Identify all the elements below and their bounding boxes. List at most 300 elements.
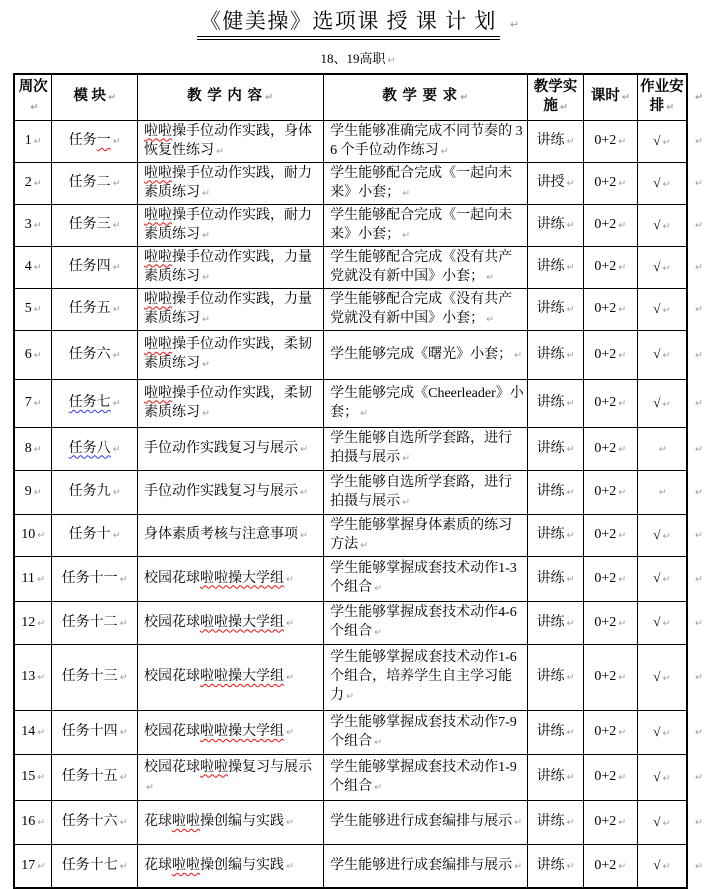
- spellcheck-marked-text: 啦啦: [199, 759, 228, 775]
- implementation-cell: [528, 644, 584, 710]
- requirement-cell: [324, 288, 528, 330]
- end-of-cell-mark-icon: ↵: [285, 672, 294, 683]
- requirement-text: 学生能够掌握成套技术动作1-9 个组合: [330, 759, 517, 794]
- hours-cell: [583, 120, 637, 162]
- homework-cell: [637, 162, 687, 204]
- week-number: 6: [24, 346, 32, 362]
- homework-cell: [637, 204, 687, 246]
- text-run: 任务十四: [61, 724, 118, 739]
- text-run: 任务三: [68, 217, 111, 232]
- text-run: 操手位动作实践，柔韧素质练习: [143, 385, 312, 420]
- week-cell: [14, 330, 52, 379]
- end-of-cell-mark-icon: ↵: [566, 178, 575, 189]
- end-of-cell-mark-icon: ↵: [662, 618, 671, 629]
- implementation-cell: [528, 470, 584, 514]
- header-label: 作业安排: [640, 78, 684, 114]
- text-run: 手位动作实践复习与展示: [143, 440, 298, 456]
- end-of-cell-mark-icon: ↵: [618, 860, 627, 872]
- end-of-cell-mark-icon: ↵: [618, 178, 627, 189]
- checkmark-icon: √: [653, 300, 661, 316]
- hours-value: 0+2: [594, 484, 617, 499]
- implementation-text: 讲练: [536, 857, 565, 873]
- spellcheck-marked-text: 任务八: [68, 440, 111, 456]
- end-of-cell-mark-icon: ↵: [33, 487, 42, 498]
- end-of-cell-mark-icon: ↵: [662, 772, 671, 784]
- hours-cell: [583, 246, 637, 288]
- end-of-cell-mark-icon: ↵: [566, 530, 575, 541]
- end-of-cell-mark-icon: ↵: [119, 672, 128, 683]
- requirement-text: 学生能够准确完成不同节奏的 36 个手位动作练习: [330, 123, 523, 158]
- end-of-cell-mark-icon: ↵: [285, 617, 294, 629]
- week-number: 5: [24, 301, 32, 316]
- requirement-text: 学生能够配合完成《没有共产党就没有新中国》小套；: [330, 249, 513, 284]
- end-of-cell-mark-icon: ↵: [662, 304, 671, 316]
- end-of-cell-mark-icon: ↵: [374, 627, 383, 638]
- end-of-cell-mark-icon: ↵: [658, 487, 667, 498]
- end-of-cell-mark-icon: ↵: [618, 349, 627, 361]
- module-cell: [52, 844, 138, 888]
- end-of-cell-mark-icon: ↵: [566, 617, 575, 629]
- header-label: 教 学 要 求: [382, 88, 459, 105]
- row-end-paragraph-mark: [687, 470, 715, 514]
- implementation-text: 讲授: [536, 175, 565, 190]
- end-of-cell-mark-icon: ↵: [662, 574, 671, 585]
- end-of-cell-mark-icon: ↵: [566, 304, 575, 315]
- requirement-cell: [324, 800, 528, 844]
- end-of-cell-mark-icon: ↵: [618, 617, 627, 629]
- requirement-text: 学生能够掌握成套技术动作1-3 个组合: [330, 561, 517, 595]
- end-of-cell-mark-icon: ↵: [666, 101, 675, 113]
- row-end-paragraph-mark: [687, 754, 715, 800]
- module-cell: [52, 710, 138, 754]
- module-cell: [52, 246, 138, 288]
- end-of-cell-mark-icon: ↵: [112, 262, 121, 273]
- end-of-cell-mark-icon: ↵: [33, 349, 42, 361]
- text-run: 校园花球: [143, 614, 200, 630]
- teaching-plan-table: [13, 73, 716, 889]
- text-run: 任务九: [68, 484, 111, 499]
- row-end-paragraph-mark: [687, 288, 715, 330]
- implementation-cell: [528, 120, 584, 162]
- requirement-cell: [324, 514, 528, 556]
- hours-value: 0+2: [594, 814, 617, 829]
- requirement-cell: [324, 330, 528, 379]
- requirement-text: 学生能够掌握成套技术动作7-9 个组合: [330, 714, 517, 749]
- implementation-cell: [528, 330, 584, 379]
- spellcheck-marked-text: 一: [96, 133, 111, 148]
- end-of-cell-mark-icon: ↵: [618, 443, 627, 455]
- end-of-cell-mark-icon: ↵: [695, 617, 703, 629]
- content-cell: [137, 710, 323, 754]
- schedule-row: [14, 754, 715, 800]
- implementation-cell: [528, 710, 584, 754]
- implementation-cell: [528, 162, 584, 204]
- row-end-paragraph-mark: [687, 710, 715, 754]
- module-cell: [52, 470, 138, 514]
- row-end-paragraph-mark: [687, 204, 715, 246]
- content-cell: [137, 162, 323, 204]
- row-end-paragraph-mark: [687, 74, 715, 120]
- hours-cell: [583, 601, 637, 644]
- end-of-cell-mark-icon: ↵: [108, 92, 116, 104]
- end-of-cell-mark-icon: ↵: [514, 817, 523, 828]
- text-run: 操手位动作实践，耐力素质练习: [143, 165, 312, 200]
- homework-cell: [637, 120, 687, 162]
- week-number: 9: [24, 484, 32, 499]
- module-cell: [52, 514, 138, 556]
- implementation-text: 讲练: [536, 301, 565, 316]
- schedule-row: [14, 556, 715, 601]
- end-of-cell-mark-icon: ↵: [662, 220, 671, 232]
- text-run: 操手位动作实践，柔韧素质练习: [143, 337, 312, 371]
- implementation-text: 讲练: [536, 527, 565, 542]
- homework-cell: [637, 601, 687, 644]
- hours-value: 0+2: [594, 527, 617, 542]
- hours-value: 0+2: [594, 724, 617, 739]
- text-run: 任务五: [68, 301, 111, 316]
- end-of-cell-mark-icon: ↵: [402, 187, 411, 199]
- end-of-cell-mark-icon: ↵: [33, 220, 42, 231]
- hours-cell: [583, 844, 637, 888]
- end-of-cell-mark-icon: ↵: [566, 443, 575, 455]
- implementation-cell: [528, 601, 584, 644]
- requirement-cell: [324, 204, 528, 246]
- content-cell: [137, 800, 323, 844]
- module-cell: [52, 204, 138, 246]
- text-run: 操创编与实践: [199, 814, 284, 829]
- end-of-cell-mark-icon: ↵: [695, 220, 703, 231]
- module-cell: [52, 330, 138, 379]
- end-of-cell-mark-icon: ↵: [33, 178, 42, 189]
- content-cell: [137, 246, 323, 288]
- implementation-text: 讲练: [536, 769, 565, 784]
- end-of-cell-mark-icon: ↵: [662, 398, 671, 410]
- week-cell: [14, 470, 52, 514]
- implementation-text: 讲练: [536, 669, 565, 684]
- spellcheck-marked-text: 啦啦操大学组: [199, 669, 284, 684]
- header-hours: [583, 74, 637, 120]
- end-of-cell-mark-icon: ↵: [618, 487, 627, 498]
- end-of-cell-mark-icon: ↵: [695, 304, 703, 315]
- end-of-cell-mark-icon: ↵: [37, 617, 46, 629]
- text-run: 任务十六: [61, 814, 118, 829]
- end-of-cell-mark-icon: ↵: [618, 220, 627, 231]
- requirement-cell: [324, 470, 528, 514]
- hours-cell: [583, 470, 637, 514]
- end-of-cell-mark-icon: ↵: [695, 772, 703, 783]
- end-of-cell-mark-icon: ↵: [299, 487, 308, 498]
- end-of-cell-mark-icon: ↵: [662, 817, 671, 829]
- homework-cell: [637, 330, 687, 379]
- end-of-cell-mark-icon: ↵: [215, 145, 224, 157]
- week-cell: [14, 844, 52, 888]
- document-title-line: [0, 0, 716, 40]
- requirement-cell: [324, 246, 528, 288]
- end-of-cell-mark-icon: ↵: [695, 178, 703, 189]
- requirement-text: 学生能够完成《曙光》小套；: [330, 346, 513, 362]
- text-run: 任务四: [68, 259, 111, 274]
- requirement-cell: [324, 427, 528, 470]
- header-implementation: [528, 74, 584, 120]
- content-cell: [137, 844, 323, 888]
- requirement-text: 学生能够完成《Cheerleader》小套；: [330, 385, 524, 420]
- document-subtitle-line: [0, 48, 716, 67]
- week-number: 15: [21, 769, 36, 784]
- hours-cell: [583, 162, 637, 204]
- end-of-cell-mark-icon: ↵: [112, 220, 121, 231]
- text-run: 校园花球: [143, 669, 200, 684]
- spellcheck-marked-text: 啦啦: [143, 291, 172, 307]
- text-run: 花球: [143, 814, 172, 829]
- hours-cell: [583, 204, 637, 246]
- end-of-cell-mark-icon: ↵: [618, 573, 627, 585]
- end-of-cell-mark-icon: ↵: [119, 772, 128, 783]
- text-run: 任务十三: [61, 669, 118, 684]
- end-of-cell-mark-icon: ↵: [618, 262, 627, 273]
- implementation-text: 讲练: [536, 614, 565, 630]
- implementation-text: 讲练: [536, 440, 565, 456]
- hours-cell: [583, 754, 637, 800]
- requirement-cell: [324, 556, 528, 601]
- text-run: 操手位动作实践，身体恢复性练习: [143, 123, 312, 158]
- module-cell: [52, 427, 138, 470]
- homework-cell: [637, 514, 687, 556]
- homework-cell: [637, 556, 687, 601]
- end-of-cell-mark-icon: ↵: [112, 136, 121, 147]
- end-of-cell-mark-icon: ↵: [201, 229, 210, 241]
- implementation-text: 讲练: [536, 217, 565, 232]
- week-cell: [14, 800, 52, 844]
- content-cell: [137, 754, 323, 800]
- homework-cell: [637, 246, 687, 288]
- week-cell: [14, 601, 52, 644]
- paragraph-mark-icon: ↵: [387, 55, 396, 66]
- end-of-cell-mark-icon: ↵: [566, 860, 575, 872]
- end-of-cell-mark-icon: ↵: [695, 530, 703, 541]
- schedule-row: [14, 379, 715, 427]
- end-of-cell-mark-icon: ↵: [37, 772, 46, 783]
- hours-value: 0+2: [594, 395, 617, 410]
- end-of-cell-mark-icon: ↵: [662, 861, 671, 873]
- end-of-cell-mark-icon: ↵: [33, 136, 42, 147]
- implementation-cell: [528, 246, 584, 288]
- hours-cell: [583, 427, 637, 470]
- week-number: 10: [21, 527, 36, 542]
- end-of-cell-mark-icon: ↵: [662, 136, 671, 148]
- checkmark-icon: √: [653, 723, 661, 739]
- end-of-cell-mark-icon: ↵: [695, 398, 703, 409]
- requirement-cell: [324, 844, 528, 888]
- schedule-row: [14, 246, 715, 288]
- end-of-cell-mark-icon: ↵: [566, 772, 575, 783]
- week-cell: [14, 710, 52, 754]
- end-of-cell-mark-icon: ↵: [37, 530, 46, 541]
- requirement-text: 学生能够配合完成《一起向未来》小套；: [330, 165, 513, 200]
- text-run: 操手位动作实践，力量素质练习: [143, 249, 312, 284]
- end-of-cell-mark-icon: ↵: [695, 672, 703, 683]
- end-of-cell-mark-icon: ↵: [346, 691, 355, 702]
- end-of-cell-mark-icon: ↵: [662, 672, 671, 684]
- end-of-cell-mark-icon: ↵: [514, 349, 523, 361]
- week-number: 14: [21, 724, 36, 739]
- requirement-cell: [324, 644, 528, 710]
- content-cell: [137, 644, 323, 710]
- end-of-cell-mark-icon: ↵: [402, 453, 411, 464]
- hours-cell: [583, 800, 637, 844]
- header-requirement: [324, 74, 528, 120]
- spellcheck-marked-text: 任务七: [68, 395, 111, 410]
- end-of-cell-mark-icon: ↵: [36, 573, 45, 585]
- content-cell: [137, 514, 323, 556]
- content-cell: [137, 120, 323, 162]
- checkmark-icon: √: [653, 174, 661, 190]
- end-of-cell-mark-icon: ↵: [566, 672, 575, 683]
- hours-value: 0+2: [594, 769, 617, 784]
- end-of-cell-mark-icon: ↵: [112, 443, 121, 455]
- class-group-label: 18、19高职: [320, 51, 386, 66]
- text-run: 操手位动作实践，耐力素质练习: [143, 207, 312, 242]
- hours-value: 0+2: [594, 614, 617, 630]
- end-of-cell-mark-icon: ↵: [618, 304, 627, 315]
- week-number: 12: [21, 614, 36, 630]
- module-cell: [52, 379, 138, 427]
- requirement-cell: [324, 162, 528, 204]
- text-run: 操复习与展示: [227, 759, 312, 775]
- spellcheck-marked-text: 啦啦: [143, 123, 172, 139]
- end-of-cell-mark-icon: ↵: [201, 313, 210, 325]
- end-of-cell-mark-icon: ↵: [201, 407, 210, 419]
- end-of-cell-mark-icon: ↵: [566, 136, 575, 147]
- paragraph-mark-icon: ↵: [509, 18, 520, 31]
- end-of-cell-mark-icon: ↵: [618, 530, 627, 541]
- end-of-cell-mark-icon: ↵: [119, 817, 128, 828]
- homework-cell: [637, 644, 687, 710]
- end-of-cell-mark-icon: ↵: [374, 583, 383, 594]
- week-cell: [14, 644, 52, 710]
- implementation-text: 讲练: [536, 259, 565, 274]
- schedule-rows: [14, 120, 715, 888]
- requirement-text: 学生能够自选所学套路，进行拍摄与展示: [330, 474, 513, 509]
- implementation-text: 讲练: [536, 724, 565, 739]
- text-run: 操创编与实践: [199, 857, 284, 873]
- row-end-paragraph-mark: [687, 556, 715, 601]
- week-number: 3: [24, 217, 32, 232]
- hours-cell: [583, 330, 637, 379]
- checkmark-icon: √: [653, 132, 661, 148]
- content-cell: [137, 204, 323, 246]
- end-of-cell-mark-icon: ↵: [695, 727, 703, 738]
- homework-cell: [637, 288, 687, 330]
- implementation-cell: [528, 427, 584, 470]
- checkmark-icon: √: [653, 526, 661, 542]
- text-run: 任务十一: [61, 570, 118, 586]
- hours-cell: [583, 644, 637, 710]
- content-cell: [137, 288, 323, 330]
- end-of-cell-mark-icon: ↵: [618, 672, 627, 683]
- requirement-text: 学生能够配合完成《没有共产党就没有新中国》小套；: [330, 291, 513, 326]
- homework-cell: [637, 800, 687, 844]
- row-end-paragraph-mark: [687, 379, 715, 427]
- schedule-row: [14, 330, 715, 379]
- implementation-cell: [528, 754, 584, 800]
- checkmark-icon: √: [653, 258, 661, 274]
- text-run: 校园花球: [143, 759, 200, 775]
- schedule-row: [14, 427, 715, 470]
- hours-cell: [583, 710, 637, 754]
- spellcheck-marked-text: 啦啦: [171, 814, 200, 829]
- schedule-row: [14, 710, 715, 754]
- hours-value: 0+2: [594, 217, 617, 232]
- end-of-cell-mark-icon: ↵: [566, 262, 575, 273]
- text-run: 身体素质考核与注意事项: [143, 527, 298, 542]
- end-of-cell-mark-icon: ↵: [695, 573, 703, 585]
- hours-value: 0+2: [594, 346, 617, 362]
- end-of-cell-mark-icon: ↵: [566, 349, 575, 361]
- implementation-cell: [528, 204, 584, 246]
- end-of-cell-mark-icon: ↵: [695, 443, 703, 455]
- schedule-row: [14, 514, 715, 556]
- hours-cell: [583, 556, 637, 601]
- header-module: [52, 74, 138, 120]
- header-label: 模 块: [73, 88, 106, 105]
- homework-cell: [637, 754, 687, 800]
- requirement-cell: [324, 754, 528, 800]
- module-cell: [52, 556, 138, 601]
- requirement-cell: [324, 120, 528, 162]
- module-cell: [52, 601, 138, 644]
- hours-value: 0+2: [594, 440, 617, 456]
- end-of-cell-mark-icon: ↵: [566, 487, 575, 498]
- homework-cell: [637, 844, 687, 888]
- checkmark-icon: √: [653, 614, 661, 629]
- week-cell: [14, 120, 52, 162]
- row-end-paragraph-mark: [687, 120, 715, 162]
- implementation-text: 讲练: [536, 814, 565, 829]
- header-content: [137, 74, 323, 120]
- requirement-cell: [324, 710, 528, 754]
- end-of-cell-mark-icon: ↵: [514, 860, 523, 872]
- end-of-cell-mark-icon: ↵: [360, 407, 369, 419]
- hours-value: 0+2: [594, 669, 617, 684]
- hours-cell: [583, 379, 637, 427]
- end-of-cell-mark-icon: ↵: [618, 772, 627, 783]
- text-run: 任务: [68, 133, 97, 148]
- implementation-text: 讲练: [536, 133, 565, 148]
- end-of-cell-mark-icon: ↵: [662, 350, 671, 361]
- homework-cell: [637, 470, 687, 514]
- text-run: 任务十二: [61, 614, 118, 630]
- week-number: 8: [24, 440, 32, 456]
- homework-cell: [637, 710, 687, 754]
- module-cell: [52, 162, 138, 204]
- requirement-text: 学生能够自选所学套路，进行拍摄与展示: [330, 431, 513, 465]
- end-of-cell-mark-icon: ↵: [658, 443, 667, 455]
- module-cell: [52, 644, 138, 710]
- end-of-cell-mark-icon: ↵: [566, 817, 575, 828]
- implementation-text: 讲练: [536, 346, 565, 362]
- checkmark-icon: √: [653, 813, 661, 829]
- end-of-cell-mark-icon: ↵: [695, 136, 703, 147]
- end-of-cell-mark-icon: ↵: [662, 262, 671, 274]
- end-of-cell-mark-icon: ↵: [566, 398, 575, 409]
- header-label: 教学实施: [533, 78, 578, 114]
- end-of-cell-mark-icon: ↵: [201, 187, 210, 199]
- end-of-cell-mark-icon: ↵: [618, 136, 627, 147]
- week-number: 17: [21, 857, 36, 873]
- text-run: 任务十: [68, 527, 111, 542]
- end-of-cell-mark-icon: ↵: [37, 727, 46, 738]
- end-of-cell-mark-icon: ↵: [119, 727, 128, 738]
